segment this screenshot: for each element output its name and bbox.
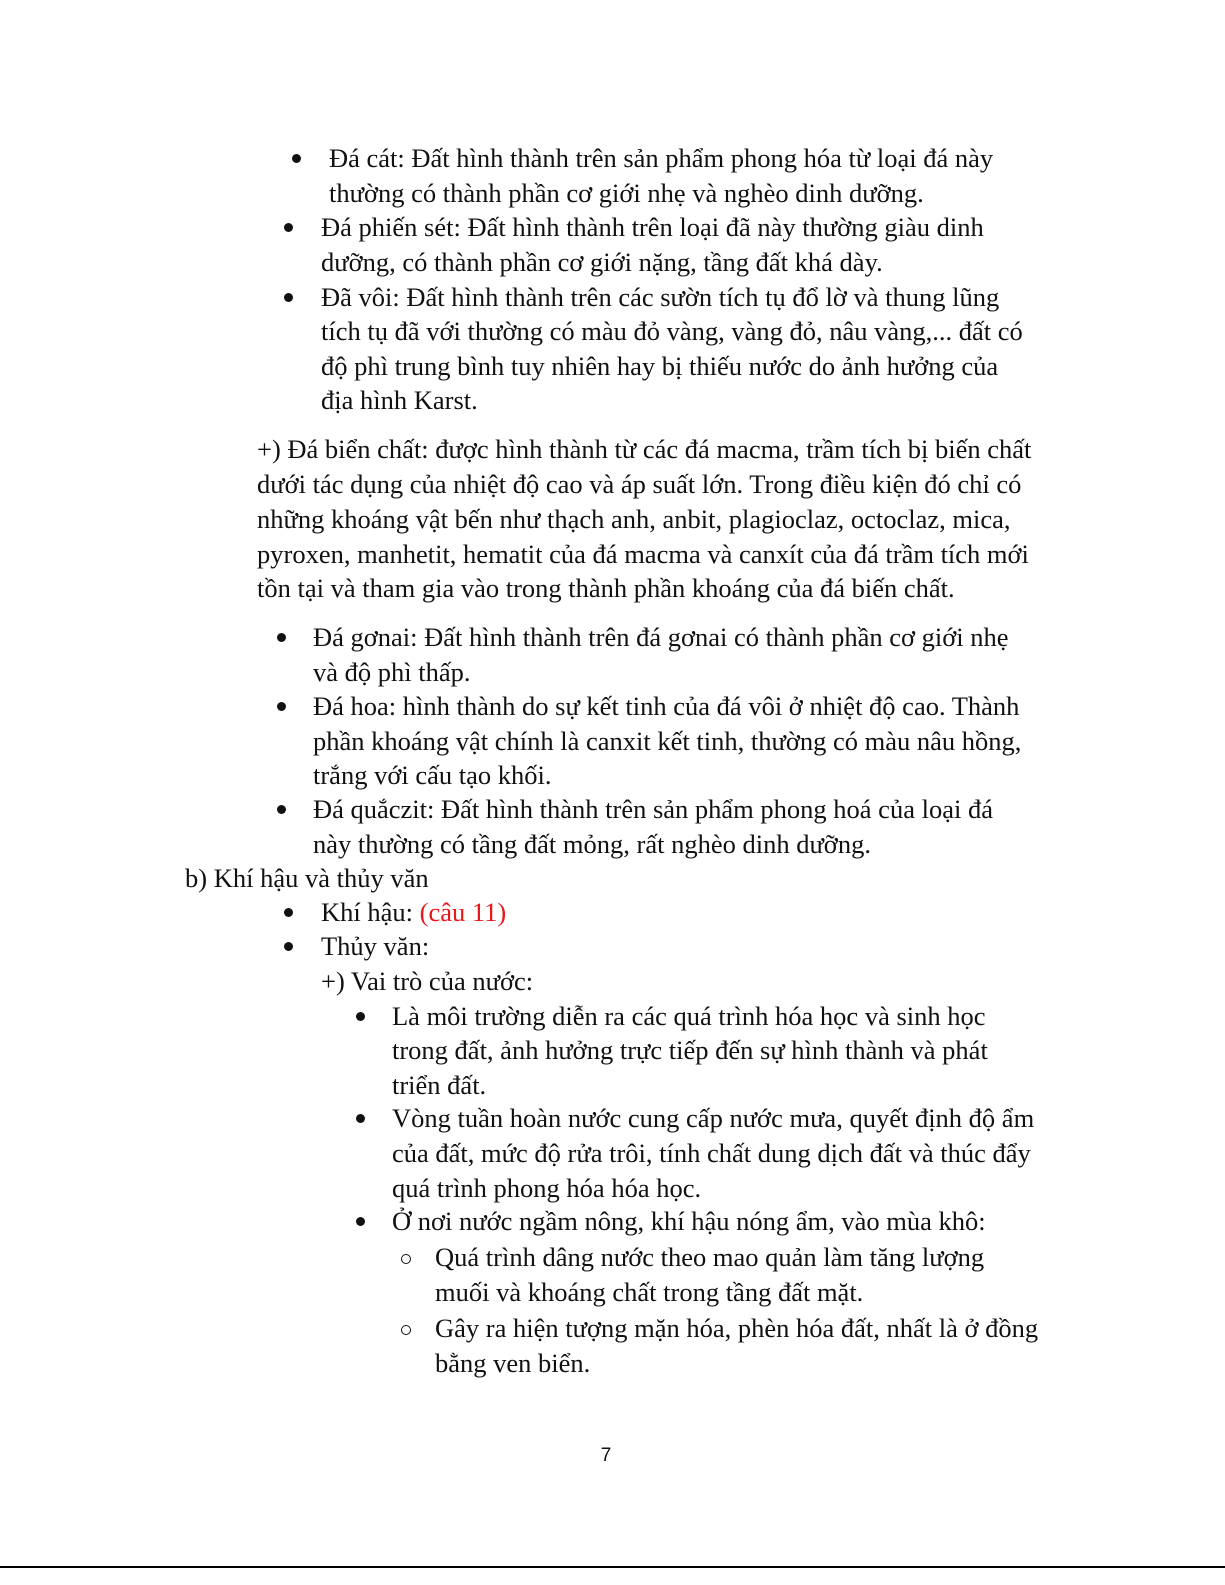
- text-line: phần khoáng vật chính là canxit kết tinh, thường có màu nâu hồng,: [313, 726, 1022, 756]
- paragraph-line: +) Đá biển chất: được hình thành từ các đá macma, trầm tích bị biến chất: [257, 434, 1032, 464]
- text-line: và độ phì thấp.: [313, 657, 471, 687]
- paragraph-line: tồn tại và tham gia vào trong thành phần khoáng của đá biến chất.: [257, 573, 955, 603]
- bullet-icon: [356, 1012, 365, 1021]
- text-line: bằng ven biển.: [435, 1348, 591, 1378]
- bullet-icon: [277, 702, 286, 711]
- text-line: Đá cát: Đất hình thành trên sản phẩm phong hóa từ loại đá này: [329, 143, 994, 173]
- circle-bullet-icon: [401, 1325, 411, 1335]
- text-line: trắng với cấu tạo khối.: [313, 760, 552, 790]
- text-line: muối và khoáng chất trong tầng đất mặt.: [435, 1277, 864, 1307]
- text-line: Đá hoa: hình thành do sự kết tinh của đá vôi ở nhiệt độ cao. Thành: [313, 691, 1020, 721]
- text-line: Là môi trường diễn ra các quá trình hóa học và sinh học: [392, 1001, 986, 1031]
- bullet-icon: [284, 293, 293, 302]
- circle-bullet-icon: [401, 1254, 411, 1264]
- text-line: của đất, mức độ rửa trôi, tính chất dung dịch đất và thúc đẩy: [392, 1138, 1031, 1168]
- page-bottom-divider: [0, 1566, 1225, 1568]
- text-line: địa hình Karst.: [321, 385, 478, 415]
- text-line: Ở nơi nước ngầm nông, khí hậu nóng ẩm, vào mùa khô:: [392, 1206, 986, 1236]
- text-line: quá trình phong hóa hóa học.: [392, 1173, 702, 1203]
- bullet-icon: [292, 154, 301, 163]
- text-line: triển đất.: [392, 1070, 487, 1100]
- text-line: thường có thành phần cơ giới nhẹ và nghèo dinh dưỡng.: [329, 178, 924, 208]
- text-line: trong đất, ảnh hưởng trực tiếp đến sự hình thành và phát: [392, 1035, 988, 1065]
- paragraph-line: pyroxen, manhetit, hematit của đá macma và canxít của đá trầm tích mới: [257, 539, 1029, 569]
- text-line: này thường có tầng đất mỏng, rất nghèo dinh dưỡng.: [313, 829, 871, 859]
- paragraph-line: dưới tác dụng của nhiệt độ cao và áp suất lớn. Trong điều kiện đó chỉ có: [257, 469, 1022, 499]
- text-line: Đã vôi: Đất hình thành trên các sườn tích tụ đổ lờ và thung lũng: [321, 282, 1000, 312]
- climate-label: Khí hậu:: [321, 897, 420, 927]
- text-line: Vòng tuần hoàn nước cung cấp nước mưa, quyết định độ ẩm: [392, 1103, 1035, 1133]
- text-line: +) Vai trò của nước:: [321, 966, 534, 996]
- text-line: Đá phiến sét: Đất hình thành trên loại đã này thường giàu dinh: [321, 212, 984, 242]
- text-line: độ phì trung bình tuy nhiên hay bị thiếu nước do ảnh hưởng của: [321, 351, 999, 381]
- text-line: Đá gơnai: Đất hình thành trên đá gơnai có thành phần cơ giới nhẹ: [313, 622, 1009, 652]
- bullet-icon: [284, 223, 293, 232]
- bullet-icon: [356, 1114, 365, 1123]
- bullet-icon: [277, 805, 286, 814]
- text-line: [321, 895, 506, 929]
- text-line: Đá quắczit: Đất hình thành trên sản phẩm phong hoá của loại đá: [313, 794, 993, 824]
- bullet-icon: [284, 942, 293, 951]
- bullet-icon: [284, 908, 293, 917]
- paragraph-line: những khoáng vật bến như thạch anh, anbit, plagioclaz, octoclaz, mica,: [257, 504, 1011, 534]
- text-line: Thủy văn:: [321, 931, 430, 961]
- bullet-icon: [277, 633, 286, 642]
- bullet-icon: [356, 1217, 365, 1226]
- page-number: 7: [600, 1445, 612, 1466]
- text-line: tích tụ đã với thường có màu đỏ vàng, vàng đỏ, nâu vàng,... đất có: [321, 316, 1023, 346]
- text-line: dưỡng, có thành phần cơ giới nặng, tầng đất khá dày.: [321, 247, 883, 277]
- text-line: Gây ra hiện tượng mặn hóa, phèn hóa đất, nhất là ở đồng: [435, 1313, 1039, 1343]
- section-heading: b) Khí hậu và thủy văn: [185, 863, 429, 893]
- text-line: Quá trình dâng nước theo mao quản làm tăng lượng: [435, 1242, 985, 1272]
- question-reference: (câu 11): [419, 897, 507, 927]
